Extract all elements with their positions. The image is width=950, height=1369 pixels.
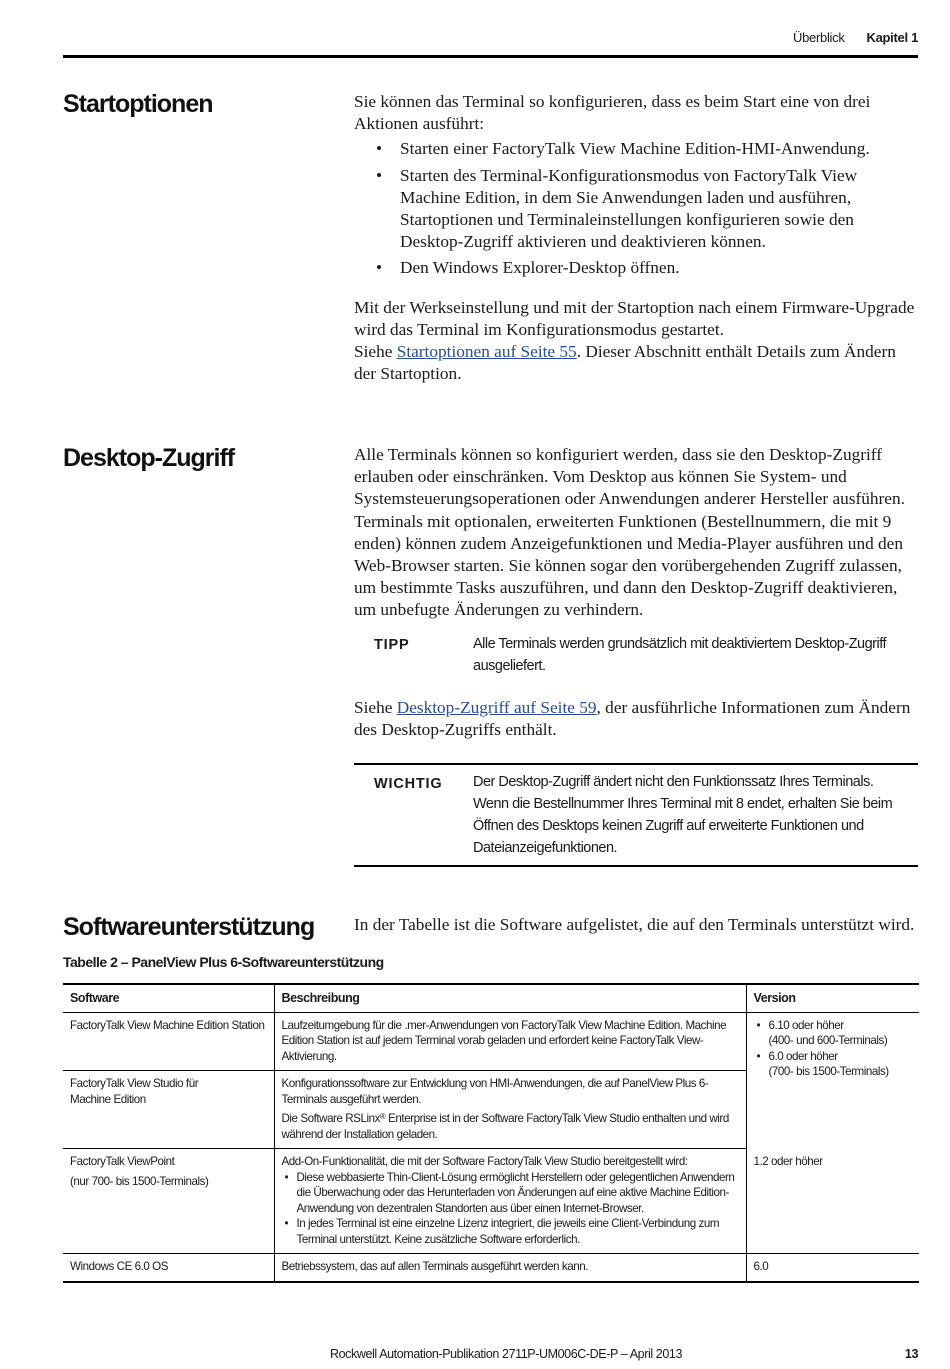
list-item <box>282 1216 739 1247</box>
software-body <box>354 914 924 936</box>
column-header: Beschreibung <box>274 984 746 1012</box>
version-cell <box>746 1012 919 1149</box>
list-item <box>282 1170 739 1217</box>
description-text: Enterprise ist in der Software FactoryTalk View Studio enthalten und wird während der Installation geladen. <box>281 1112 729 1141</box>
list-item <box>354 165 918 254</box>
bullet-icon: • <box>284 1170 289 1184</box>
table-header-row <box>63 984 919 1012</box>
header-section: Überblick <box>793 30 845 45</box>
desktop-reference <box>354 697 918 741</box>
table-row <box>63 1149 919 1254</box>
software-table <box>63 983 919 1283</box>
reference-suffix: . Dieser Abschnitt enthält Details zum Ändern der Startoption. <box>354 342 896 384</box>
list-item-text: Diese webbasierte Thin-Client-Lösung ermöglicht Herstellern oder gelegentlichen Anwendern die Überwachung oder das Herunterladen von Änderungen auf eine aktive Machine Edition-Anwendung von dezentralen Standorten aus über einen Internet-Browser. <box>296 1170 735 1215</box>
description-cell: Laufzeitumgebung für die .mer-Anwendungen von FactoryTalk View Machine Edition. Machine Edition Station ist auf jedem Terminal vorab geladen und erfordert keine FactoryTalk View-Aktivierung. <box>274 1012 746 1071</box>
version-main: 6.10 oder höher <box>768 1018 844 1032</box>
startoptionen-reference <box>354 341 918 385</box>
tip-callout <box>354 634 918 684</box>
description-line <box>282 1111 739 1142</box>
software-cell: FactoryTalk View Machine Edition Station <box>63 1012 274 1071</box>
desktop-page-link[interactable]: Desktop-Zugriff auf Seite 59 <box>396 698 597 717</box>
list-item-text: Starten des Terminal-Konfigurationsmodus von FactoryTalk View Machine Edition, in dem Sie Anwendungen laden und ausführen, Startoptionen und Terminaleinstellungen konfigurieren sowie den Desktop-Zugriff aktivieren und deaktivieren können. <box>400 165 858 252</box>
description-cell <box>274 1149 746 1254</box>
desktop-para: Alle Terminals können so konfiguriert werden, dass sie den Desktop-Zugriff erlauben oder einschränken. Vom Desktop aus können Sie System- und Systemsteuerungsoperationen oder Anwendungen anderer Hersteller ausführen. Terminals mit optionalen, erweiterten Funktionen (Bestellnummern, die mit 9 enden) können zudem Anzeigefunktionen und Media-Player ausführen und den Web-Browser starten. Sie können sogar den vorübergehenden Zugriff zulassen, um bestimmte Tasks auszuführen, und dann den Desktop-Zugriff deaktivieren, um unbefugte Änderungen zu verhindern. <box>354 445 905 620</box>
bullet-icon: • <box>284 1217 289 1230</box>
description-line: Add-On-Funktionalität, die mit der Software FactoryTalk View Studio bereitgestellt wird: <box>281 1155 688 1168</box>
reference-prefix: Siehe <box>354 698 397 717</box>
table-caption: Tabelle 2 – PanelView Plus 6-Softwareunterstützung <box>63 954 384 970</box>
tip-text: Alle Terminals werden grundsätzlich mit deaktiviertem Desktop-Zugriff ausgeliefert. <box>473 636 887 674</box>
tip-label: TIPP <box>374 637 410 653</box>
bullet-icon: • <box>756 1018 761 1032</box>
description-cell <box>274 1071 746 1149</box>
startoptionen-body <box>354 91 918 385</box>
version-sub: (400- und 600-Terminals) <box>768 1034 888 1047</box>
desktop-body <box>354 444 918 622</box>
column-header: Version <box>746 984 919 1012</box>
version-list <box>754 1018 913 1080</box>
reference-suffix: , der ausführliche Informationen zum Ändern des Desktop-Zugriffs enthält. <box>354 698 911 740</box>
startoptionen-intro: Sie können das Terminal so konfigurieren, dass es beim Start eine von drei Aktionen ausführt: <box>354 92 871 134</box>
important-callout <box>354 763 918 867</box>
important-text <box>473 771 916 859</box>
desktop-reference-block <box>354 697 918 741</box>
version-main: 6.0 oder höher <box>768 1049 838 1063</box>
important-line: Wenn die Bestellnummer Ihres Terminal mit 8 endet, erhalten Sie beim Öffnen des Desktops keinen Zugriff auf erweiterte Funktionen und Dateianzeigefunktionen. <box>473 796 893 856</box>
page-number: 13 <box>904 1347 918 1361</box>
description-line: Konfigurationssoftware zur Entwicklung von HMI-Anwendungen, die auf PanelView Plus 6-Terminals ausgeführt werden. <box>281 1077 709 1106</box>
publication-id: Rockwell Automation-Publikation 2711P-UM006C-DE-P – April 2013 <box>330 1347 683 1361</box>
startoptionen-para: Mit der Werkseinstellung und mit der Startoption nach einem Firmware-Upgrade wird das Terminal im Konfigurationsmodus gestartet. <box>354 297 915 339</box>
list-item-text: Starten einer FactoryTalk View Machine Edition-HMI-Anwendung. <box>400 139 870 159</box>
important-line: Der Desktop-Zugriff ändert nicht den Funktionssatz Ihres Terminals. <box>473 774 874 790</box>
list-item-text: In jedes Terminal ist eine einzelne Lizenz integriert, die jeweils eine Client-Verbindung zum Terminal unterstützt. Keine zusätzliche Software erforderlich. <box>296 1217 720 1246</box>
reference-prefix: Siehe <box>354 342 397 362</box>
column-header: Software <box>63 984 274 1012</box>
software-cell <box>63 1149 274 1254</box>
software-line: FactoryTalk ViewPoint <box>70 1155 175 1168</box>
description-text: Die Software RSLinx <box>281 1112 380 1125</box>
section-heading-desktop-zugriff: Desktop-Zugriff <box>63 444 235 472</box>
software-line: Machine Edition <box>70 1092 146 1106</box>
header-chapter: Kapitel 1 <box>866 30 918 45</box>
bullet-icon: • <box>376 165 383 185</box>
startoptionen-page-link[interactable]: Startoptionen auf Seite 55 <box>396 342 577 362</box>
software-cell: Windows CE 6.0 OS <box>63 1254 274 1282</box>
table-row <box>63 1012 919 1071</box>
software-line: (nur 700- bis 1500-Terminals) <box>70 1174 209 1188</box>
software-intro: In der Tabelle ist die Software aufgelistet, die auf den Terminals unterstützt wird. <box>354 915 915 934</box>
important-label: WICHTIG <box>374 776 443 792</box>
section-heading-softwareunterstuetzung: Softwareunterstützung <box>63 913 315 941</box>
list-item-text: Den Windows Explorer-Desktop öffnen. <box>400 258 680 278</box>
running-header <box>793 30 918 45</box>
description-bullet-list <box>282 1170 739 1248</box>
list-item <box>754 1018 913 1049</box>
header-divider <box>63 55 918 58</box>
bullet-icon: • <box>376 258 383 278</box>
section-heading-startoptionen: Startoptionen <box>63 90 213 118</box>
software-line: FactoryTalk View Studio für <box>70 1077 199 1090</box>
version-cell: 1.2 oder höher <box>746 1149 919 1254</box>
list-item <box>354 138 918 160</box>
software-cell <box>63 1071 274 1149</box>
table-row <box>63 1254 919 1282</box>
registered-mark: ® <box>379 1112 386 1121</box>
bullet-icon: • <box>376 139 383 159</box>
bullet-icon: • <box>756 1049 761 1063</box>
startoptionen-bullet-list <box>354 138 918 279</box>
version-sub: (700- bis 1500-Terminals) <box>768 1065 889 1078</box>
list-item <box>354 257 918 279</box>
version-cell: 6.0 <box>746 1254 919 1282</box>
list-item <box>754 1049 913 1080</box>
description-cell: Betriebssystem, das auf allen Terminals ausgeführt werden kann. <box>274 1254 746 1282</box>
